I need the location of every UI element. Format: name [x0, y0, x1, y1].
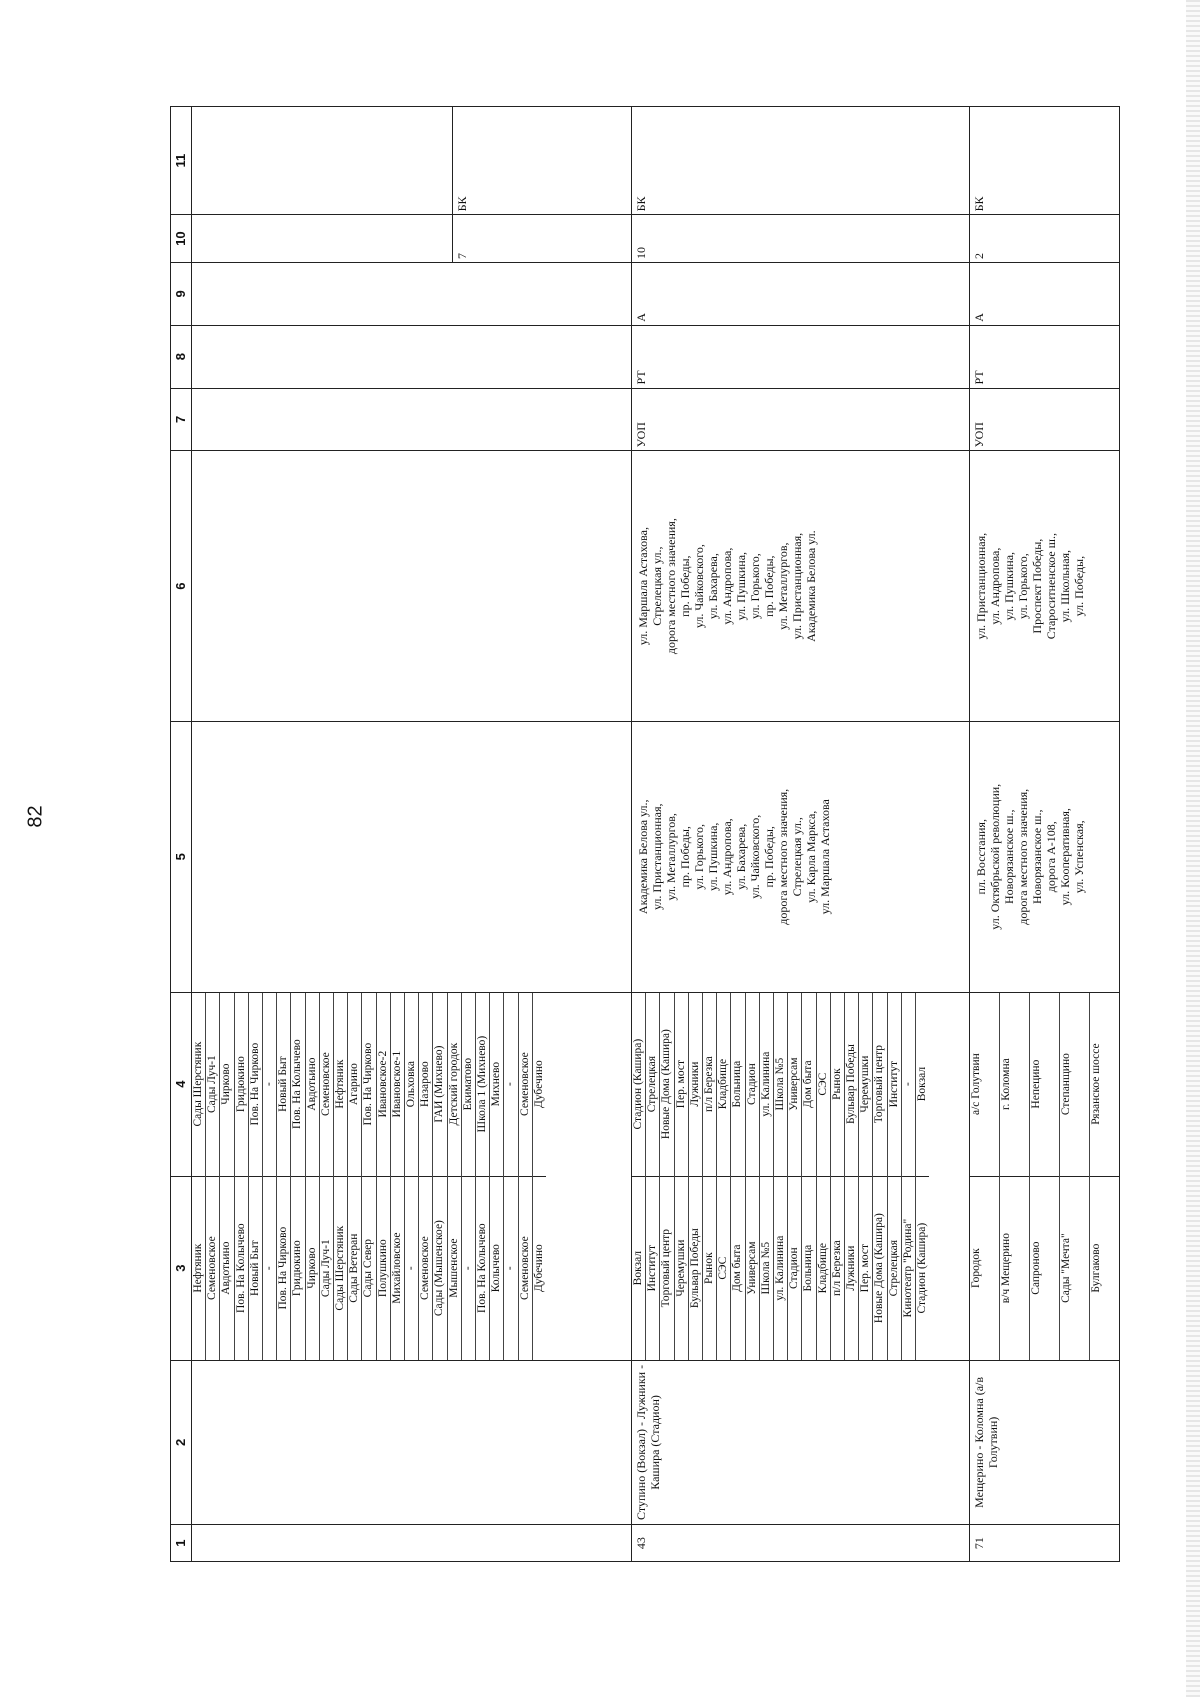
col-header-9: 9 — [171, 262, 192, 325]
carrier-value: БК — [452, 107, 471, 214]
stop-backward: - — [901, 993, 915, 1177]
stop-row — [745, 993, 759, 1360]
stop-row — [674, 993, 688, 1360]
stop-backward: Пов. На Чирково — [248, 993, 262, 1177]
stop-forward: Гридюкино — [291, 1176, 305, 1360]
stop-backward: - — [263, 993, 277, 1177]
stop-row — [490, 993, 504, 1360]
col-header-11: 11 — [171, 107, 192, 215]
stop-row — [334, 993, 348, 1360]
route-register-table — [170, 106, 1130, 1562]
stop-backward: Институт — [887, 993, 901, 1177]
stop-row — [802, 993, 816, 1360]
stop-forward: ул. Калинина — [774, 1176, 788, 1360]
regime: УОП — [970, 388, 1120, 451]
stop-forward: Стадион (Кашира) — [916, 1176, 930, 1360]
stop-backward: Новые Дома (Кашира) — [660, 993, 674, 1177]
stop-forward: Сапроново — [1030, 1176, 1060, 1360]
stop-backward: ул. Калинина — [759, 993, 773, 1177]
stop-backward: Гридюкино — [234, 993, 248, 1177]
vehicle-count: 2 — [970, 215, 1120, 263]
stop-forward: Новый Быт — [248, 1176, 262, 1360]
stop-backward: Рязанское шоссе — [1090, 1043, 1102, 1125]
cell-streets-backward — [192, 451, 632, 722]
stop-row — [646, 993, 660, 1360]
stop-forward: Лужники — [845, 1176, 859, 1360]
stop-row — [830, 993, 844, 1360]
stop-backward: ГАИ (Михнево) — [433, 993, 447, 1177]
stop-forward: Сады Луч-1 — [319, 1176, 333, 1360]
route-name: Ступино (Вокзал) - Лужники - Кашира (Стадион) — [632, 1360, 970, 1525]
route-number: 71 — [970, 1525, 1120, 1562]
stop-row — [263, 993, 277, 1360]
stop-backward: Стадион — [745, 993, 759, 1177]
stop-row — [518, 993, 532, 1360]
stop-forward: Стадион — [788, 1176, 802, 1360]
stop-backward: Михнево — [490, 993, 504, 1177]
stop-row — [901, 993, 915, 1360]
cell-name — [192, 1360, 632, 1525]
stop-backward: Семеновское — [518, 993, 532, 1177]
stop-backward: Екиматово — [461, 993, 475, 1177]
stop-forward: Булгаково — [1090, 1176, 1120, 1360]
stop-row — [461, 993, 475, 1360]
stop-backward: Назарово — [419, 993, 433, 1177]
stop-forward: Пов. На Чирково — [277, 1176, 291, 1360]
route-row-continued — [192, 107, 632, 1562]
stop-row — [348, 993, 362, 1360]
stops-list — [192, 993, 546, 1360]
cell-num — [192, 1525, 632, 1562]
stop-forward: Семеновское — [206, 1176, 220, 1360]
stop-forward: Черемушки — [674, 1176, 688, 1360]
col-header-7: 7 — [171, 388, 192, 451]
streets-forward: Академика Белова ул., ул. Пристанционная, ул. Металлургов, пр. Победы, ул. Горького, ул. Пушкина, ул. Андропова, ул. Бахарева, ул. Чайковского, пр. Победы, дорога местного значения, Стрелецкая ул., ул. Карла Маркса, ул. Маршала Астахова — [632, 721, 970, 992]
stop-row — [319, 993, 333, 1360]
stop-forward: Колычево — [490, 1176, 504, 1360]
stop-forward: Школа №5 — [759, 1176, 773, 1360]
page-number: 82 — [24, 805, 47, 828]
stops-cell — [192, 992, 632, 1360]
stop-forward: Мышенское — [447, 1176, 461, 1360]
stop-backward: Школа 1 (Михнево) — [476, 993, 490, 1177]
stop-row — [816, 993, 830, 1360]
stop-backward: Стрелецкая — [646, 993, 660, 1177]
stop-row — [632, 993, 646, 1360]
stop-forward: Рынок — [703, 1176, 717, 1360]
stop-row — [405, 993, 419, 1360]
stop-row — [788, 993, 802, 1360]
vehicle-count: 10 — [632, 215, 970, 263]
scan-edge — [1186, 0, 1200, 1697]
col-header-5: 5 — [171, 721, 192, 992]
stop-forward: Новые Дома (Кашира) — [873, 1176, 887, 1360]
col-header-10: 10 — [171, 215, 192, 263]
stops-cell — [970, 992, 1120, 1360]
stop-backward: Рынок — [830, 993, 844, 1177]
stop-backward: Семеновское — [319, 993, 333, 1177]
stop-backward: Торговый центр — [873, 993, 887, 1177]
carrier: БК — [632, 107, 970, 215]
stop-backward: Сады Шерстяник — [192, 993, 206, 1177]
stop-row — [248, 993, 262, 1360]
stop-row — [703, 993, 717, 1360]
stop-row — [970, 993, 1000, 1360]
tariff: РТ — [970, 325, 1120, 388]
stop-backward: Степанщино — [1060, 993, 1090, 1177]
stop-forward: Сады Ветеран — [348, 1176, 362, 1360]
stop-row — [1030, 993, 1060, 1360]
carrier: БК — [970, 107, 1120, 215]
stop-forward: Нефтяник — [192, 1176, 206, 1360]
stop-forward: - — [263, 1176, 277, 1360]
stop-backward: а/с Голутвин — [970, 993, 1000, 1177]
stop-backward: Лужники — [688, 993, 702, 1177]
routes-table — [170, 106, 1120, 1562]
stop-backward: г. Коломна — [1000, 993, 1030, 1177]
stops-cell — [632, 992, 970, 1360]
stop-backward: Ольховка — [405, 993, 419, 1177]
stop-forward: Полушкино — [376, 1176, 390, 1360]
stop-row — [774, 993, 788, 1360]
stop-forward: Универсам — [745, 1176, 759, 1360]
stop-backward: Ивановское-2 — [376, 993, 390, 1177]
vehicle-count-value: 7 — [452, 215, 471, 262]
stop-forward: Семеновское — [419, 1176, 433, 1360]
stop-forward: Михайловское — [390, 1176, 404, 1360]
stop-backward: Авдотьино — [305, 993, 319, 1177]
stop-row — [873, 993, 887, 1360]
stop-forward: Больница — [802, 1176, 816, 1360]
stop-forward: Бульвар Победы — [688, 1176, 702, 1360]
stop-row — [362, 993, 376, 1360]
streets-backward: ул. Маршала Астахова, Стрелецкая ул., дорога местного значения, пр. Победы, ул. Чайковского, ул. Бахарева, ул. Андропова, ул. Пушкина, ул. Горького, пр. Победы, ул. Металлургов, ул. Пристанционная, Академика Белова ул. — [632, 451, 970, 722]
col-header-2: 2 — [171, 1360, 192, 1525]
stop-backward: Школа №5 — [774, 993, 788, 1177]
streets-forward: пл. Восстания, ул. Октябрьской революции, Новорязанское ш., дорога местного значения, Новорязанское ш., дорога А-108, ул. Кооперативная, ул. Успенская, — [970, 721, 1120, 992]
stop-forward: Дубечино — [532, 1176, 546, 1360]
stop-row — [731, 993, 745, 1360]
stop-backward: Пов. На Колычево — [291, 993, 305, 1177]
stop-row — [476, 993, 490, 1360]
stop-forward: Кладбище — [816, 1176, 830, 1360]
stop-row — [504, 993, 518, 1360]
stop-row — [419, 993, 433, 1360]
stop-backward: Пер. мост — [674, 993, 688, 1177]
stop-forward: Пер. мост — [859, 1176, 873, 1360]
stop-row — [192, 993, 206, 1360]
stop-row — [717, 993, 731, 1360]
stop-forward: Стрелецкая — [887, 1176, 901, 1360]
route-number: 43 — [632, 1525, 970, 1562]
stop-backward: Сады Луч-1 — [206, 993, 220, 1177]
stop-forward: п/л Березка — [830, 1176, 844, 1360]
stop-backward: Универсам — [788, 993, 802, 1177]
stop-row — [887, 993, 901, 1360]
stop-forward: Чирково — [305, 1176, 319, 1360]
stops-list — [632, 993, 929, 1360]
route-row-43 — [632, 107, 970, 1562]
stop-backward: Ивановское-1 — [390, 993, 404, 1177]
stop-forward: Институт — [646, 1176, 660, 1360]
vehicle-type: А — [632, 262, 970, 325]
stop-forward: Пов. На Колычево — [234, 1176, 248, 1360]
stop-backward: Чирково — [220, 993, 234, 1177]
stop-backward: Агарино — [348, 993, 362, 1177]
stop-row — [390, 993, 404, 1360]
cell-vehicle-type — [192, 262, 632, 325]
col-header-4: 4 — [171, 992, 192, 1176]
stop-backward: Непецино — [1030, 993, 1060, 1177]
stop-forward: в/ч Мещерино — [1000, 1176, 1030, 1360]
stop-row — [447, 993, 461, 1360]
stop-forward: Семеновское — [518, 1176, 532, 1360]
cell-tariff — [192, 325, 632, 388]
streets-backward: ул. Пристанционная, ул. Андропова, ул. Пушкина, ул. Горького, Проспект Победы, Староситненское ш., ул. Школьная, ул. Победы, — [970, 451, 1120, 722]
stop-forward: Сады Север — [362, 1176, 376, 1360]
stop-backward: Дом быта — [802, 993, 816, 1177]
stop-backward: Дубечино — [532, 1060, 545, 1109]
stop-backward: Черемушки — [859, 993, 873, 1177]
stop-row — [845, 993, 859, 1360]
stop-row — [759, 993, 773, 1360]
stop-forward: Авдотьино — [220, 1176, 234, 1360]
stop-forward: Сады (Мышенское) — [433, 1176, 447, 1360]
stop-row — [859, 993, 873, 1360]
vehicle-type: А — [970, 262, 1120, 325]
stop-backward: Детский городок — [447, 993, 461, 1177]
cell-streets-forward — [192, 721, 632, 992]
stop-backward: - — [504, 993, 518, 1177]
stop-row — [532, 993, 546, 1360]
stop-forward: Пов. На Колычево — [476, 1176, 490, 1360]
stop-row — [277, 993, 291, 1360]
stop-backward: Новый Быт — [277, 993, 291, 1177]
cell-carrier — [192, 107, 632, 215]
stop-backward: СЭС — [816, 993, 830, 1177]
stop-row — [916, 993, 930, 1360]
stop-row — [291, 993, 305, 1360]
stop-row — [305, 993, 319, 1360]
stops-list — [970, 993, 1119, 1360]
stop-forward: Сады Шерстяник — [334, 1176, 348, 1360]
stop-backward: Пов. На Чирково — [362, 993, 376, 1177]
stop-forward: - — [405, 1176, 419, 1360]
stop-forward: - — [461, 1176, 475, 1360]
stop-row — [234, 993, 248, 1360]
col-header-8: 8 — [171, 325, 192, 388]
route-name: Мещерино - Коломна (а/в Голутвин) — [970, 1360, 1120, 1525]
column-number-row — [171, 107, 192, 1562]
stop-forward: Дом быта — [731, 1176, 745, 1360]
col-header-3: 3 — [171, 1176, 192, 1360]
stop-row — [1090, 993, 1120, 1360]
tariff: РТ — [632, 325, 970, 388]
route-row-71 — [970, 107, 1120, 1562]
stop-forward: Вокзал — [632, 1176, 646, 1360]
stop-row — [660, 993, 674, 1360]
stop-forward: СЭС — [717, 1176, 731, 1360]
stop-row — [433, 993, 447, 1360]
stop-forward: - — [504, 1176, 518, 1360]
stop-row — [688, 993, 702, 1360]
stop-forward: Торговый центр — [660, 1176, 674, 1360]
stop-row — [220, 993, 234, 1360]
regime: УОП — [632, 388, 970, 451]
stop-forward: Городок — [970, 1176, 1000, 1360]
col-header-6: 6 — [171, 451, 192, 722]
stop-backward: п/л Березка — [703, 993, 717, 1177]
stop-row — [376, 993, 390, 1360]
cell-vehicle-count — [192, 215, 632, 263]
stop-row — [206, 993, 220, 1360]
stop-backward: Вокзал — [916, 1066, 929, 1102]
stop-backward: Кладбище — [717, 993, 731, 1177]
cell-regime — [192, 388, 632, 451]
stop-backward: Стадион (Кашира) — [632, 993, 646, 1177]
stop-backward: Больница — [731, 993, 745, 1177]
col-header-1: 1 — [171, 1525, 192, 1562]
stop-backward: Бульвар Победы — [845, 993, 859, 1177]
stop-row — [1000, 993, 1030, 1360]
stop-row — [1060, 993, 1090, 1360]
stop-backward: Нефтяник — [334, 993, 348, 1177]
stop-forward: Сады "Мечта" — [1060, 1176, 1090, 1360]
stop-forward: Кинотеатр "Родина" — [901, 1176, 915, 1360]
